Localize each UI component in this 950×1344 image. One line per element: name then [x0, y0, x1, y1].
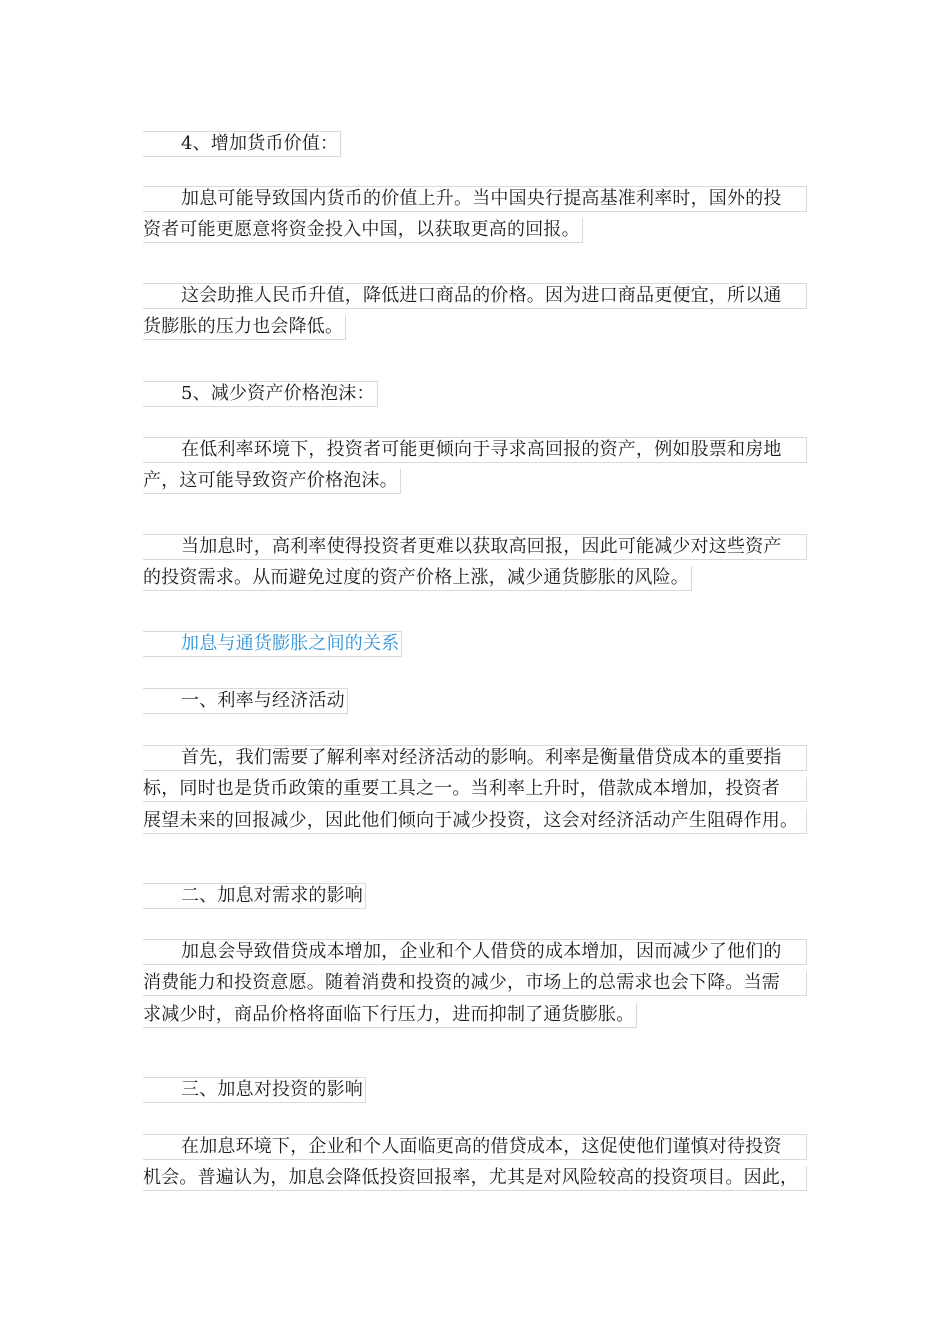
paragraph-text: 资者可能更愿意将资金投入中国，以获取更高的回报。 — [143, 218, 583, 243]
text-line — [143, 311, 807, 343]
paragraph-text: 货膨胀的压力也会降低。 — [143, 315, 346, 340]
text-line — [143, 530, 807, 562]
paragraph-text: 加息会导致借贷成本增加，企业和个人借贷的成本增加，因而减少了他们的 — [143, 939, 807, 965]
text-line — [143, 741, 807, 773]
heading-4 — [143, 127, 807, 159]
paragraph-text: 的投资需求。从而避免过度的资产价格上涨，减少通货膨胀的风险。 — [143, 566, 692, 591]
section-title-text: 加息与通货膨胀之间的关系 — [143, 631, 402, 657]
heading-text: 二、加息对需求的影响 — [143, 883, 366, 909]
paragraph — [143, 530, 807, 594]
paragraph-text: 当加息时，高利率使得投资者更难以获取高回报，因此可能减少对这些资产 — [143, 534, 807, 560]
text-line — [143, 562, 807, 594]
heading-text: 三、加息对投资的影响 — [143, 1077, 366, 1103]
section-title — [143, 627, 807, 659]
paragraph — [143, 1130, 807, 1194]
paragraph-text: 首先，我们需要了解利率对经济活动的影响。利率是衡量借贷成本的重要指 — [143, 745, 807, 771]
text-line — [143, 1130, 807, 1162]
paragraph-text: 消费能力和投资意愿。随着消费和投资的减少，市场上的总需求也会下降。当需 — [143, 971, 807, 996]
heading-1 — [143, 684, 807, 716]
paragraph — [143, 279, 807, 343]
paragraph-text: 加息可能导致国内货币的价值上升。当中国央行提高基准利率时，国外的投 — [143, 186, 807, 212]
text-line — [143, 773, 807, 805]
heading-text: 5、减少资产价格泡沫： — [143, 381, 378, 407]
paragraph — [143, 935, 807, 1031]
paragraph-text: 展望未来的回报减少，因此他们倾向于减少投资，这会对经济活动产生阻碍作用。 — [143, 809, 807, 834]
paragraph-text: 产，这可能导致资产价格泡沫。 — [143, 469, 401, 494]
text-line — [143, 879, 807, 911]
paragraph — [143, 182, 807, 246]
text-line — [143, 433, 807, 465]
text-line — [143, 1073, 807, 1105]
text-line — [143, 377, 807, 409]
text-line — [143, 967, 807, 999]
heading-text: 4、增加货币价值： — [143, 131, 341, 157]
heading-5 — [143, 377, 807, 409]
text-line — [143, 684, 807, 716]
text-line — [143, 999, 807, 1031]
paragraph-text: 标，同时也是货币政策的重要工具之一。当利率上升时，借款成本增加，投资者 — [143, 777, 807, 802]
text-line — [143, 1162, 807, 1194]
heading-3 — [143, 1073, 807, 1105]
text-line — [143, 935, 807, 967]
paragraph-text: 这会助推人民币升值，降低进口商品的价格。因为进口商品更便宜，所以通 — [143, 283, 807, 309]
text-line — [143, 279, 807, 311]
paragraph-text: 机会。普遍认为，加息会降低投资回报率，尤其是对风险较高的投资项目。因此， — [143, 1166, 807, 1191]
text-line — [143, 182, 807, 214]
text-line — [143, 627, 807, 659]
paragraph-text: 在低利率环境下，投资者可能更倾向于寻求高回报的资产，例如股票和房地 — [143, 437, 807, 463]
heading-2 — [143, 879, 807, 911]
paragraph-text: 求减少时，商品价格将面临下行压力，进而抑制了通货膨胀。 — [143, 1003, 637, 1028]
paragraph-text: 在加息环境下，企业和个人面临更高的借贷成本，这促使他们谨慎对待投资 — [143, 1134, 807, 1160]
text-line — [143, 127, 807, 159]
text-line — [143, 805, 807, 837]
paragraph — [143, 741, 807, 837]
heading-text: 一、利率与经济活动 — [143, 688, 348, 714]
text-line — [143, 214, 807, 246]
text-line — [143, 465, 807, 497]
paragraph — [143, 433, 807, 497]
